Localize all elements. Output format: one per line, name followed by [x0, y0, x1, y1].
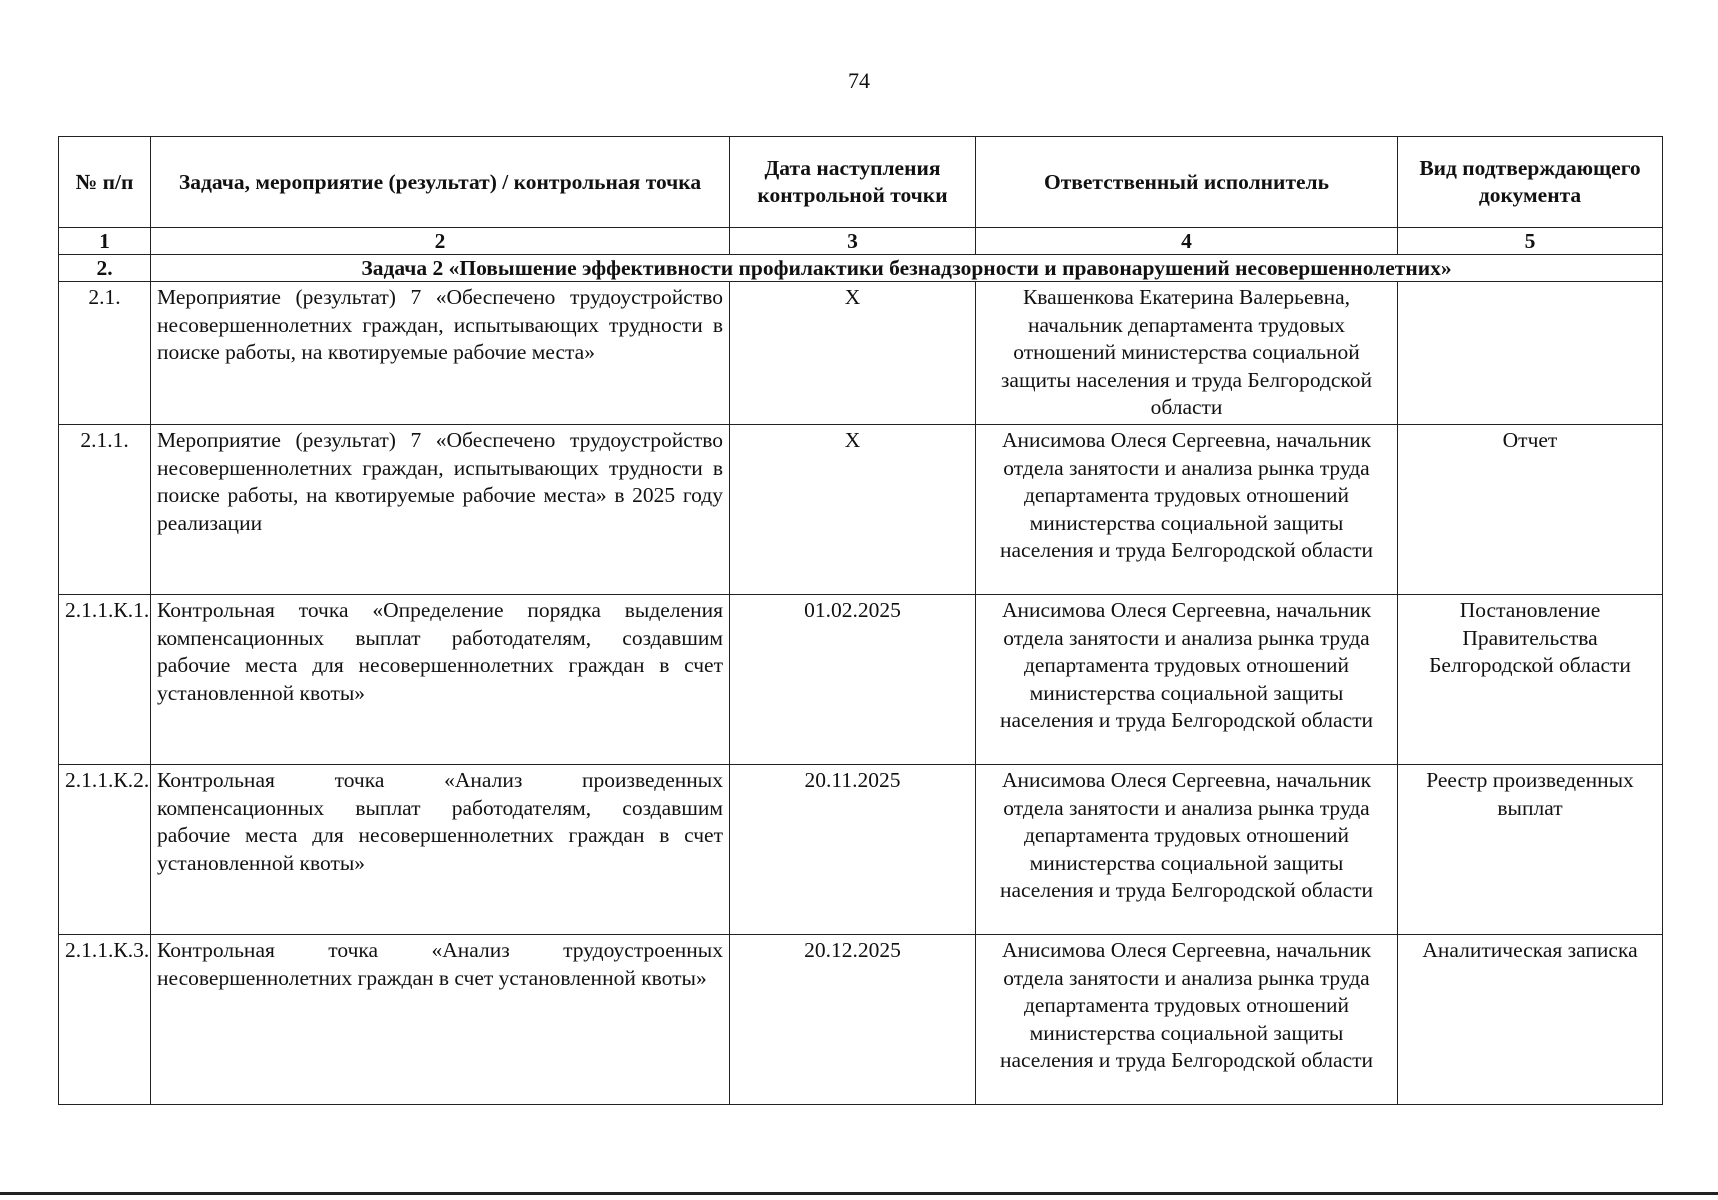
- row-document: [1398, 282, 1663, 425]
- row-executor: Анисимова Олеся Сергеевна, начальник отдела занятости и анализа рынка труда департамента трудовых отношений министерства социальной защиты населения и труда Белгородской области: [976, 595, 1398, 765]
- task-number: 2.: [59, 255, 151, 282]
- scan-edge-line: [0, 1192, 1718, 1195]
- row-number: 2.1.1.К.2.: [59, 765, 151, 935]
- row-date: Х: [730, 282, 976, 425]
- row-document: Аналитическая записка: [1398, 935, 1663, 1105]
- column-numbers-row: [59, 228, 1663, 255]
- row-number: 2.1.: [59, 282, 151, 425]
- row-executor: Квашенкова Екатерина Валерьевна, начальник департамента трудовых отношений министерства социальной защиты населения и труда Белгородской области: [976, 282, 1398, 425]
- table-row: [59, 282, 1663, 425]
- task-title: Задача 2 «Повышение эффективности профилактики безнадзорности и правонарушений несовершеннолетних»: [151, 255, 1663, 282]
- column-number: 5: [1398, 228, 1663, 255]
- row-document: Постановление Правительства Белгородской области: [1398, 595, 1663, 765]
- row-number: 2.1.1.: [59, 425, 151, 595]
- row-executor: Анисимова Олеся Сергеевна, начальник отдела занятости и анализа рынка труда департамента трудовых отношений министерства социальной защиты населения и труда Белгородской области: [976, 935, 1398, 1105]
- column-number: 1: [59, 228, 151, 255]
- row-description: Контрольная точка «Анализ трудоустроенных несовершеннолетних граждан в счет установленной квоты»: [151, 935, 730, 1105]
- column-number: 3: [730, 228, 976, 255]
- column-number: 2: [151, 228, 730, 255]
- row-description: Контрольная точка «Определение порядка выделения компенсационных выплат работодателям, создавшим рабочие места для несовершеннолетних граждан в счет установленной квоты»: [151, 595, 730, 765]
- page-number: 74: [848, 68, 870, 93]
- table-row: [59, 765, 1663, 935]
- row-description: Контрольная точка «Анализ произведенных компенсационных выплат работодателям, создавшим рабочие места для несовершеннолетних граждан в счет установленной квоты»: [151, 765, 730, 935]
- control-points-table: [58, 136, 1663, 1105]
- header-task: Задача, мероприятие (результат) / контрольная точка: [151, 137, 730, 228]
- row-date: 01.02.2025: [730, 595, 976, 765]
- header-date: Дата наступления контрольной точки: [730, 137, 976, 228]
- header-executor: Ответственный исполнитель: [976, 137, 1398, 228]
- table-row: [59, 935, 1663, 1105]
- row-executor: Анисимова Олеся Сергеевна, начальник отдела занятости и анализа рынка труда департамента трудовых отношений министерства социальной защиты населения и труда Белгородской области: [976, 425, 1398, 595]
- header-number: № п/п: [59, 137, 151, 228]
- row-date: 20.12.2025: [730, 935, 976, 1105]
- task-row: [59, 255, 1663, 282]
- header-document: Вид подтверждающего документа: [1398, 137, 1663, 228]
- row-document: Отчет: [1398, 425, 1663, 595]
- table-row: [59, 425, 1663, 595]
- row-date: 20.11.2025: [730, 765, 976, 935]
- column-number: 4: [976, 228, 1398, 255]
- row-description: Мероприятие (результат) 7 «Обеспечено трудоустройство несовершеннолетних граждан, испытывающих трудности в поиске работы, на квотируемые рабочие места»: [151, 282, 730, 425]
- row-document: Реестр произведенных выплат: [1398, 765, 1663, 935]
- row-description: Мероприятие (результат) 7 «Обеспечено трудоустройство несовершеннолетних граждан, испытывающих трудности в поиске работы, на квотируемые рабочие места» в 2025 году реализации: [151, 425, 730, 595]
- header-row: [59, 137, 1663, 228]
- table-row: [59, 595, 1663, 765]
- row-executor: Анисимова Олеся Сергеевна, начальник отдела занятости и анализа рынка труда департамента трудовых отношений министерства социальной защиты населения и труда Белгородской области: [976, 765, 1398, 935]
- row-date: Х: [730, 425, 976, 595]
- row-number: 2.1.1.К.1.: [59, 595, 151, 765]
- row-number: 2.1.1.К.3.: [59, 935, 151, 1105]
